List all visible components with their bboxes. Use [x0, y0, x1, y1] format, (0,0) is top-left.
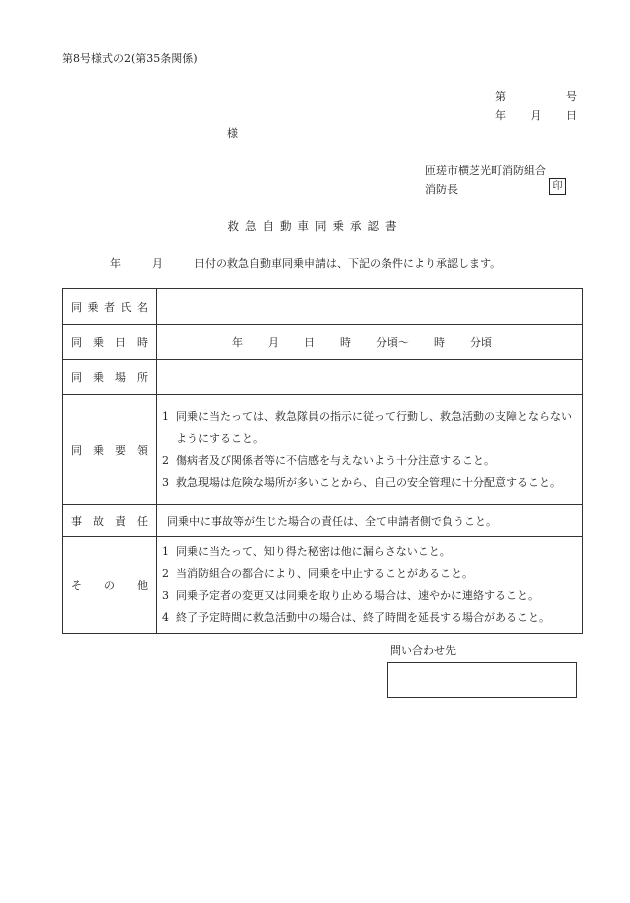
datetime-part: 時 — [340, 336, 351, 349]
list-item — [162, 472, 574, 494]
contact-label: 問い合わせ先 — [390, 644, 456, 657]
list-item-number: 3 — [162, 589, 169, 602]
datetime-parts — [232, 334, 492, 350]
place-field[interactable] — [157, 360, 583, 395]
datetime-part: 日 — [304, 336, 315, 349]
label-char: 乗 — [93, 443, 104, 457]
label-char: 乗 — [93, 336, 104, 349]
issue-date — [495, 107, 577, 123]
list-item-text: 同乗に当たっては、救急隊員の指示に従って行動し、救急活動の支障とならないようにすること。 — [176, 409, 572, 445]
list-item-text: 同乗に当たって、知り得た秘密は他に漏らさないこと。 — [176, 545, 451, 558]
others-list — [157, 537, 583, 634]
label-char: 場 — [115, 371, 126, 384]
row-label-accident — [63, 513, 156, 529]
label-char: 領 — [137, 443, 148, 457]
row-label-datetime — [63, 334, 156, 350]
seal-icon: 印 — [549, 178, 566, 195]
list-item — [162, 607, 574, 629]
date-year: 年 — [495, 109, 506, 122]
number-suffix: 号 — [566, 90, 577, 103]
intro-sentence — [110, 255, 501, 271]
label-char: そ — [71, 579, 82, 592]
datetime-part: 分頃 — [470, 336, 492, 349]
table-row — [63, 360, 583, 395]
datetime-part: 月 — [268, 336, 279, 349]
label-char: 同 — [71, 336, 82, 349]
list-item-number: 2 — [162, 453, 169, 467]
table-row — [63, 505, 583, 537]
list-item-number: 4 — [162, 611, 169, 624]
organization-name: 匝瑳市横芝光町消防組合 — [425, 164, 546, 177]
intro-text: 日付の救急自動車同乗申請は、下記の条件により承認します。 — [194, 257, 502, 270]
addressee-suffix: 様 — [227, 127, 238, 140]
chief-title: 消防長 — [425, 183, 458, 196]
table-row — [63, 537, 583, 634]
intro-month: 月 — [152, 257, 163, 270]
label-char: 他 — [137, 579, 148, 592]
label-char: 氏 — [120, 300, 132, 314]
document-number — [495, 88, 577, 104]
label-char: 日 — [115, 336, 126, 349]
table-row — [63, 395, 583, 505]
label-char: 同 — [71, 443, 82, 457]
list-item-text: 同乗予定者の変更又は同乗を取り止める場合は、速やかに連絡すること。 — [176, 589, 539, 602]
rules-list — [157, 395, 583, 505]
list-item — [162, 541, 574, 563]
list-item — [162, 450, 574, 472]
datetime-part: 年 — [232, 336, 243, 349]
label-char: 同 — [71, 300, 82, 314]
label-char: 乗 — [93, 371, 104, 384]
list-item-text: 傷病者及び関係者等に不信感を与えないよう十分注意すること。 — [176, 453, 495, 467]
list-item-text: 救急現場は危険な場所が多いことから、自己の安全管理に十分配意すること。 — [176, 475, 561, 489]
form-number: 第8号様式の2(第35条関係) — [62, 52, 198, 65]
list-item-text: 当消防組合の都合により、同乗を中止することがあること。 — [176, 567, 473, 580]
label-char: 所 — [137, 371, 148, 384]
list-item-text: 終了予定時間に救急活動中の場合は、終了時間を延長する場合があること。 — [176, 611, 550, 624]
datetime-part: 時 — [434, 336, 445, 349]
list-item — [162, 563, 574, 585]
row-label-other — [63, 577, 156, 593]
label-char: 者 — [104, 300, 115, 314]
datetime-part: 分頃〜 — [376, 336, 409, 349]
table-row — [63, 289, 583, 325]
list-item — [162, 585, 574, 607]
intro-year: 年 — [110, 257, 121, 270]
datetime-field[interactable] — [157, 325, 583, 360]
date-day: 日 — [566, 109, 577, 122]
conditions-table — [62, 288, 583, 634]
label-char: 任 — [137, 514, 148, 528]
label-char: 要 — [115, 443, 126, 457]
label-char: 名 — [137, 300, 148, 314]
label-char: 同 — [71, 371, 82, 384]
label-char: 乗 — [87, 300, 99, 314]
list-item-number: 2 — [162, 567, 169, 580]
list-item-number: 1 — [162, 545, 169, 558]
date-month: 月 — [530, 109, 542, 122]
label-char: 時 — [137, 336, 148, 349]
accident-responsibility-text: 同乗中に事故等が生じた場合の責任は、全て申請者側で負うこと。 — [157, 505, 583, 537]
label-char: 事 — [71, 514, 82, 528]
list-item — [162, 406, 574, 450]
row-label-name — [63, 299, 156, 315]
row-label-rules — [63, 442, 156, 458]
label-char: 責 — [115, 514, 126, 528]
contact-box[interactable] — [387, 662, 577, 698]
label-char: の — [104, 579, 115, 592]
row-label-place — [63, 369, 156, 385]
label-char: 故 — [93, 514, 104, 528]
passenger-name-field[interactable] — [157, 289, 583, 325]
number-prefix: 第 — [495, 90, 506, 103]
document-title: 救急自動車同乗承認書 — [227, 219, 403, 233]
list-item-number: 3 — [162, 475, 169, 489]
list-item-number: 1 — [162, 409, 169, 423]
table-row — [63, 325, 583, 360]
